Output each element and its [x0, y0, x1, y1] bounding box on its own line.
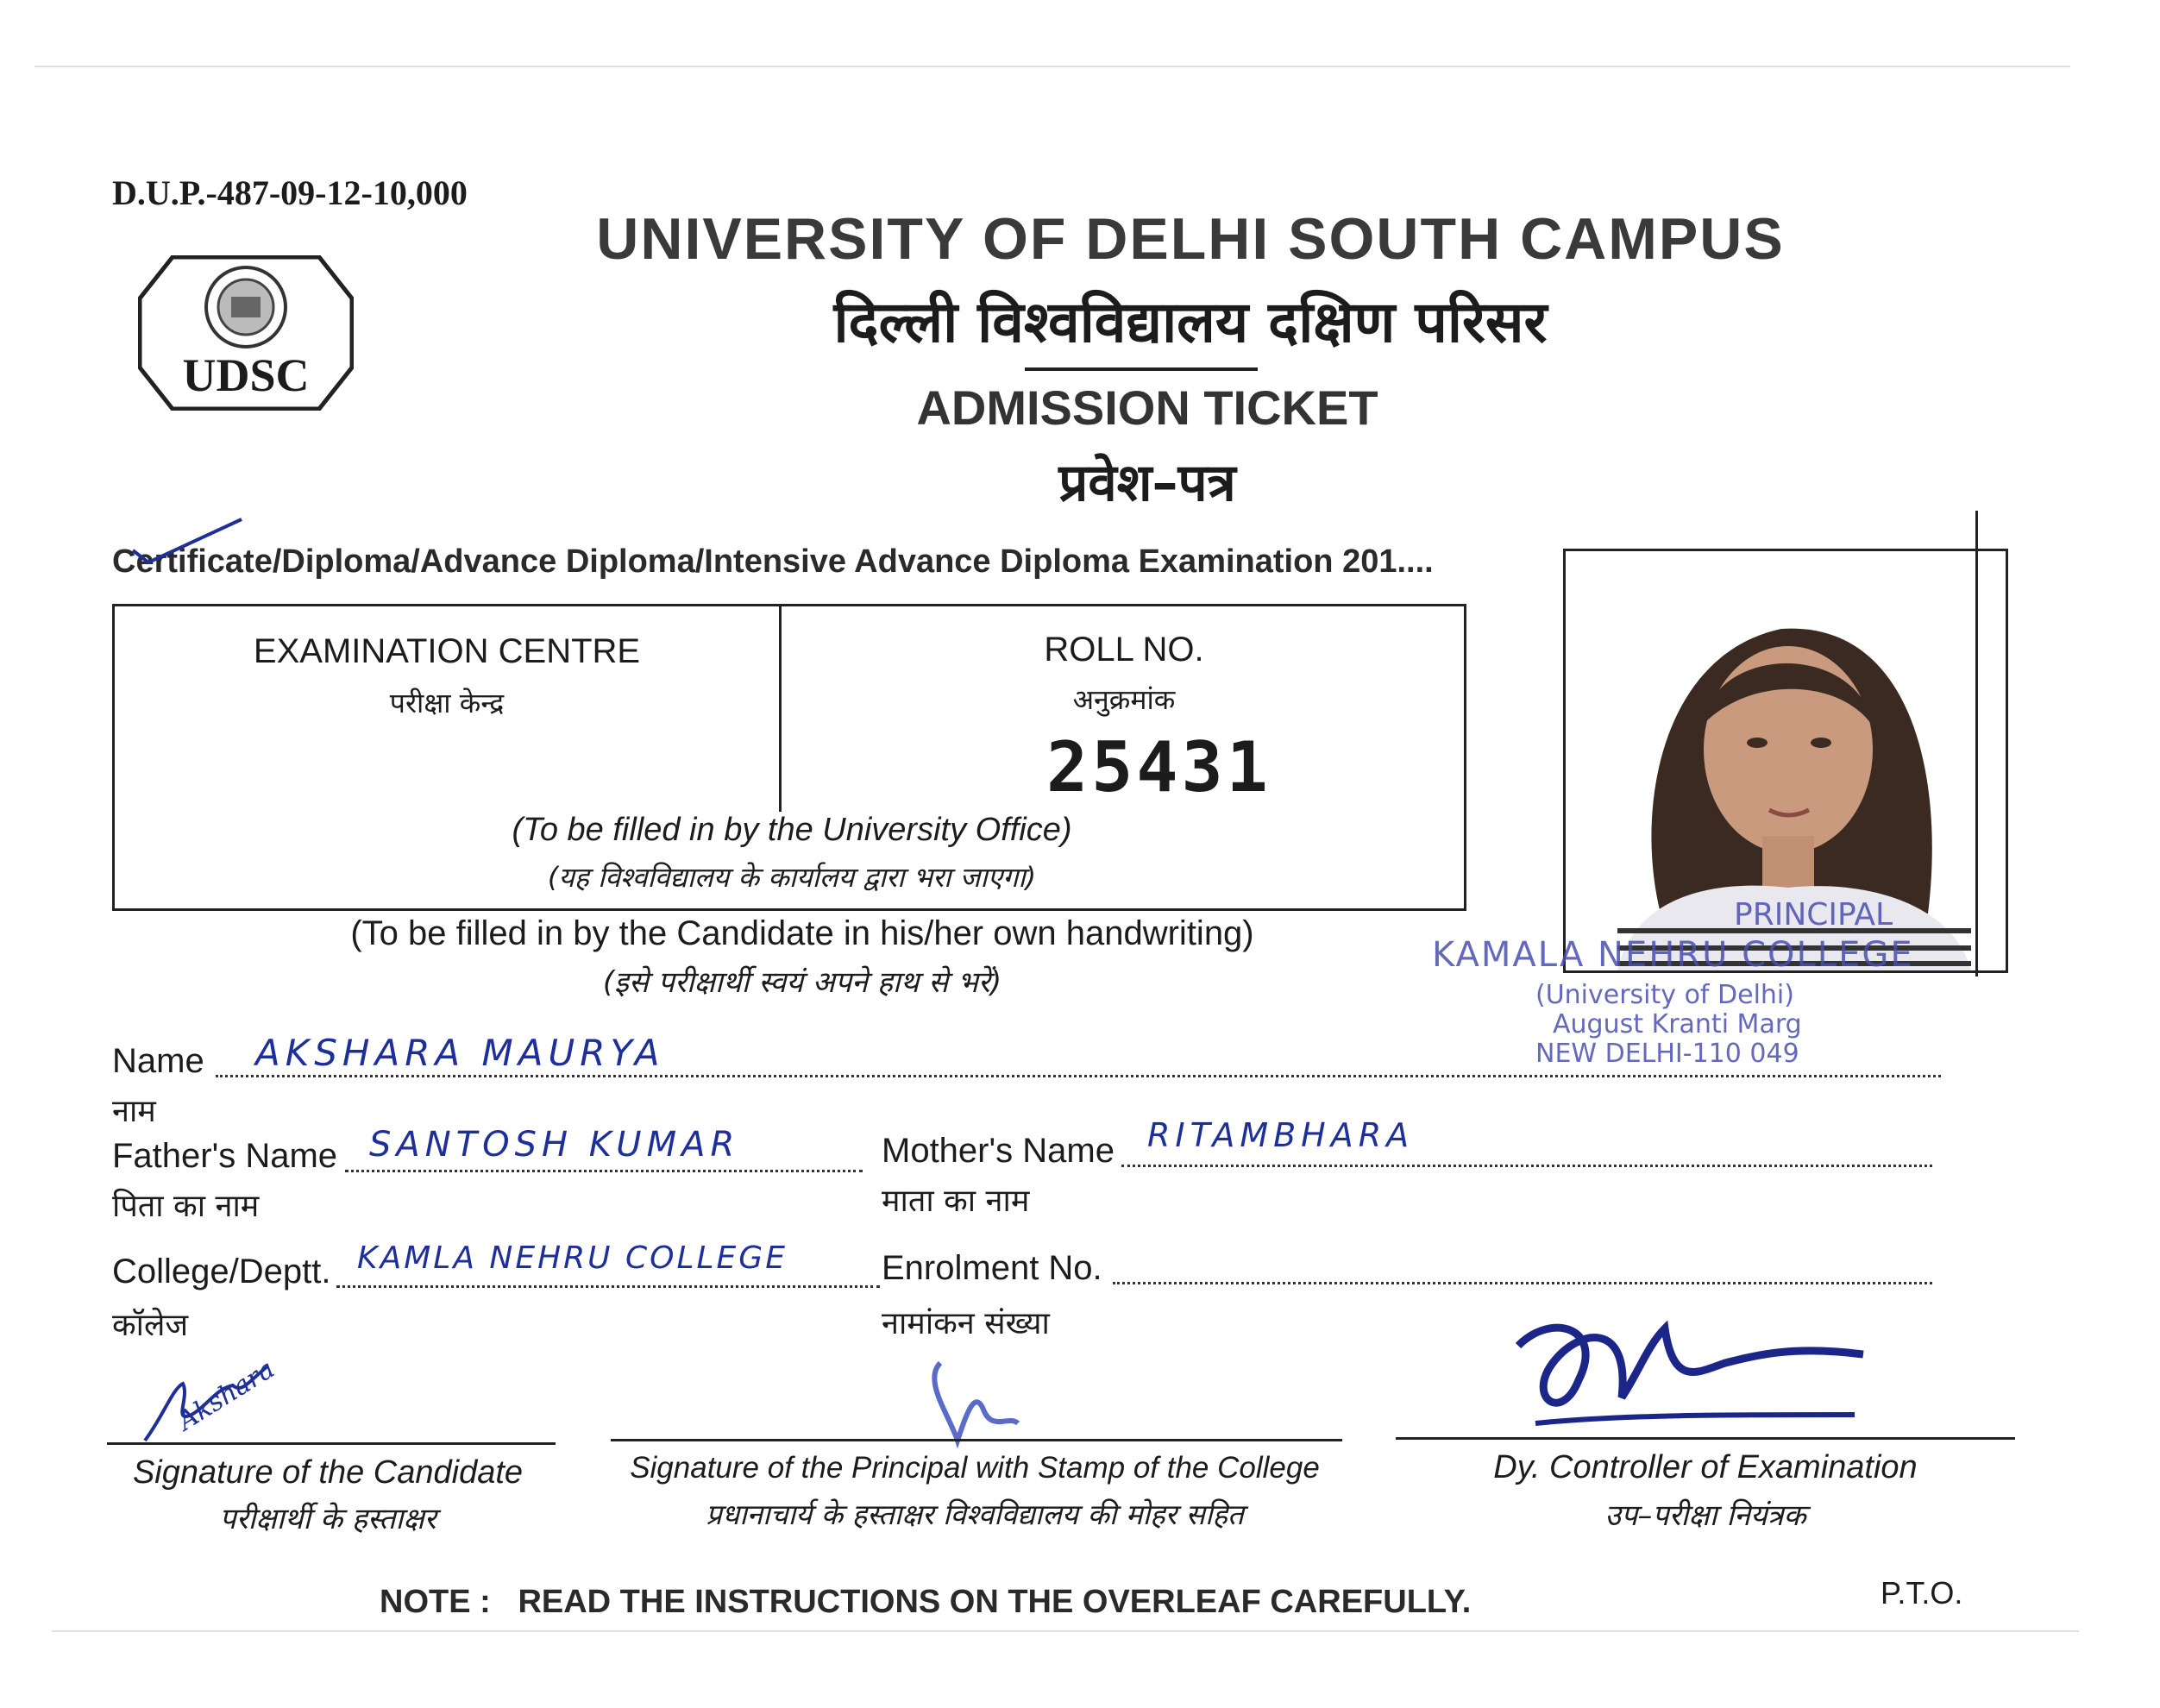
father-label-hi: पिता का नाम	[112, 1189, 260, 1224]
enrolment-label-hi: नामांकन संख्या	[882, 1306, 1050, 1341]
enrolment-line	[1113, 1282, 1932, 1284]
exam-centre-label-hi: परीक्षा केन्द्र	[389, 687, 505, 719]
father-line	[345, 1170, 863, 1172]
college-stamp	[1415, 897, 2053, 1070]
stamp-college: KAMALA NEHRU COLLEGE	[1432, 935, 1914, 975]
name-label: Name	[112, 1042, 204, 1080]
candidate-signature	[138, 1354, 285, 1454]
candidate-note-en: (To be filled in by the Candidate in his/her own handwriting)	[350, 914, 1254, 952]
roll-no-label: ROLL NO.	[1044, 631, 1204, 669]
name-line	[216, 1075, 1941, 1077]
controller-sig-label: Dy. Controller of Examination	[1493, 1449, 1918, 1485]
mother-value: RITAMBHARA	[1147, 1116, 1415, 1154]
principal-sig-label: Signature of the Principal with Stamp of the College	[630, 1451, 1320, 1485]
admission-ticket-en: ADMISSION TICKET	[916, 380, 1378, 435]
exam-centre-label: EXAMINATION CENTRE	[253, 632, 641, 670]
mother-line	[1121, 1165, 1932, 1167]
candidate-sig-label-hi: परीक्षार्थी के हस्ताक्षर	[219, 1502, 436, 1536]
controller-sig-label-hi: उप–परीक्षा नियंत्रक	[1604, 1498, 1806, 1533]
candidate-sig-line	[107, 1442, 556, 1445]
name-label-hi: नाम	[112, 1094, 156, 1129]
check-mark	[129, 516, 250, 572]
college-label: College/Deptt.	[112, 1253, 331, 1290]
principal-sig-label-hi: प्रधानाचार्य के हस्ताक्षर विश्वविद्यालय की मोहर सहित	[706, 1498, 1244, 1531]
title-divider	[1025, 367, 1258, 371]
university-title-en: UNIVERSITY OF DELHI SOUTH CAMPUS	[596, 206, 1785, 272]
document-code: D.U.P.-487-09-12-10,000	[112, 173, 468, 212]
stamp-university: (University of Delhi)	[1535, 980, 1794, 1010]
father-value: SANTOSH KUMAR	[369, 1125, 740, 1165]
scan-line-top	[35, 66, 2070, 67]
scan-line-bottom	[52, 1630, 2079, 1632]
college-value: KAMLA NEHRU COLLEGE	[357, 1240, 788, 1276]
footer-note: NOTE : READ THE INSTRUCTIONS ON THE OVERLEAF CAREFULLY.	[380, 1584, 1472, 1620]
exam-box	[112, 604, 1466, 911]
controller-signature	[1501, 1294, 1881, 1445]
candidate-signature-text: Akshara	[173, 1353, 280, 1437]
exam-title: Certificate/Diploma/Advance Diploma/Intensive Advance Diploma Examination 201....	[112, 543, 1434, 580]
controller-sig-line	[1396, 1437, 2015, 1440]
mother-label-hi: माता का नाम	[882, 1184, 1030, 1219]
logo-text: UDSC	[182, 349, 310, 401]
office-note-en: (To be filled in by the University Office)	[512, 812, 1072, 848]
name-value: AKSHARA MAURYA	[255, 1032, 665, 1074]
roll-no-label-hi: अनुक्रमांक	[1072, 683, 1176, 716]
stamp-address: August Kranti Marg	[1553, 1009, 1802, 1039]
roll-no-value: 25431	[1046, 727, 1272, 807]
admission-ticket-hi: प्रवेश–पत्र	[1058, 453, 1236, 513]
stamp-city: NEW DELHI-110 049	[1535, 1039, 1799, 1069]
college-label-hi: कॉलेज	[112, 1308, 189, 1343]
candidate-sig-label: Signature of the Candidate	[132, 1454, 524, 1491]
mother-label: Mother's Name	[882, 1132, 1115, 1170]
pto-label: P.T.O.	[1881, 1575, 1963, 1611]
stamp-principal: PRINCIPAL	[1734, 897, 1893, 932]
candidate-note-hi: (इसे परीक्षार्थी स्वयं अपने हाथ से भरें)	[602, 965, 1002, 1000]
university-title-hi: दिल्ली विश्वविद्यालय दक्षिण परिसर	[833, 289, 1548, 355]
college-line	[336, 1285, 880, 1288]
father-label: Father's Name	[112, 1137, 338, 1175]
principal-sig-line	[611, 1439, 1342, 1441]
udsc-logo	[138, 255, 354, 411]
enrolment-label: Enrolment No.	[882, 1249, 1102, 1287]
office-note-hi: (यह विश्वविद्यालय के कार्यालय द्वारा भरा जाएगा)	[547, 861, 1037, 894]
